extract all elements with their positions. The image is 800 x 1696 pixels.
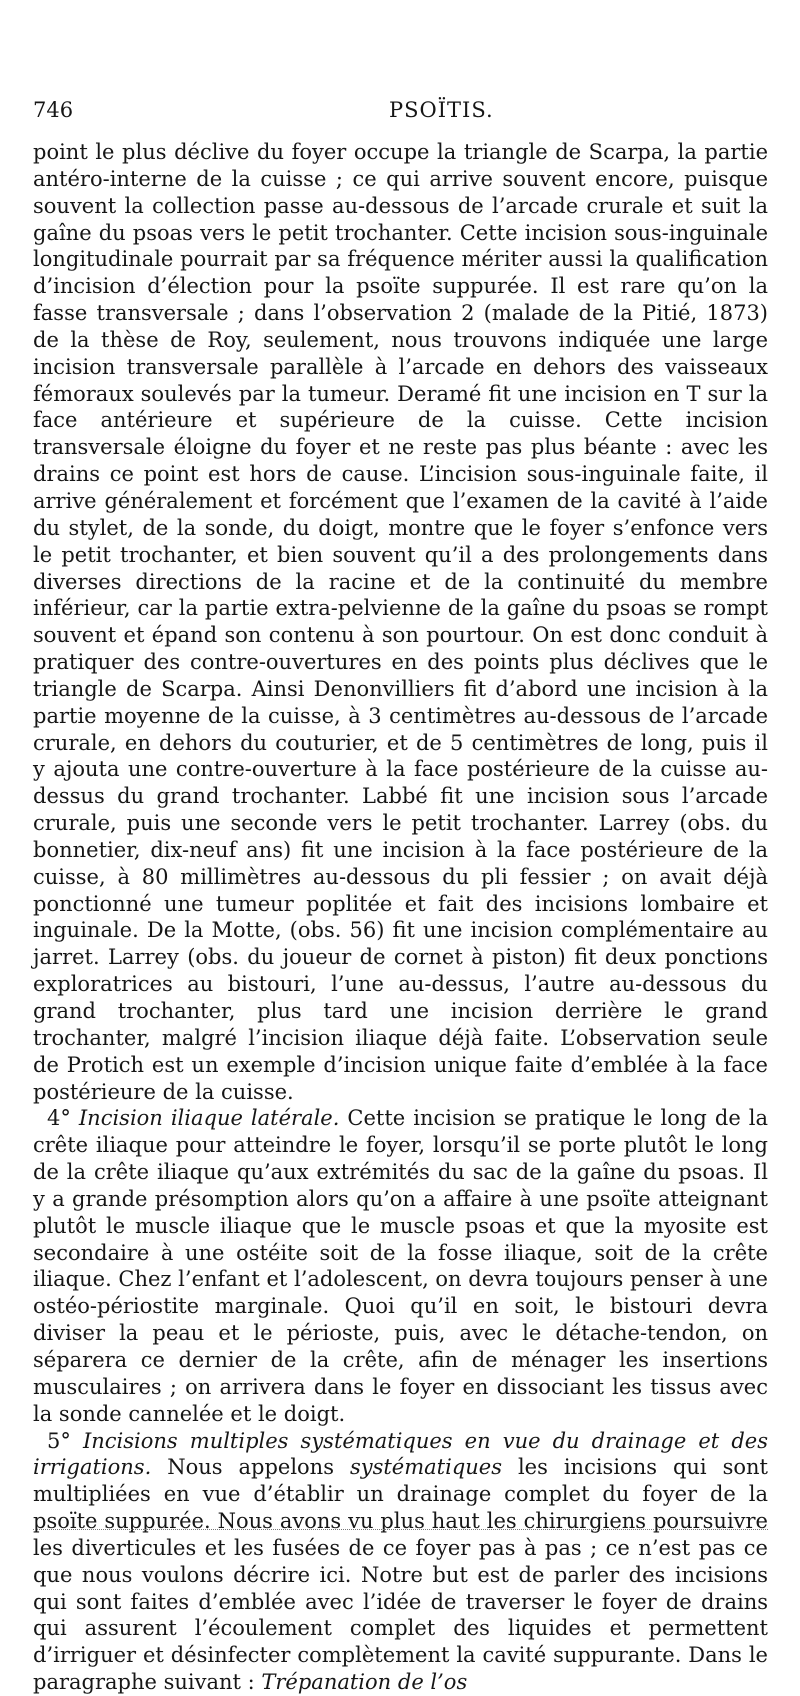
paragraph-2 (33, 1105, 768, 1427)
body-text (33, 139, 768, 1696)
section-number-5: 5° (47, 1428, 83, 1453)
paragraph-2-text: Cette incision se pratique le long de la crête iliaque pour atteindre le foyer, lorsqu’il se porte plutôt le long de la crête iliaque qu’aux extrémités du sac de la gaîne du psoas. Il y a grande présomption alors qu’on a affaire à une psoïte atteignant plutôt le muscle iliaque que le muscle psoas et que la myosite est secondaire à une ostéite soit de la fosse iliaque, soit de la crête iliaque. Chez l’enfant et l’adolescent, on devra toujours penser à une ostéo-périostite marginale. Quoi qu’il en soit, le bistouri devra diviser la peau et le périoste, puis, avec le détache-tendon, on séparera ce dernier de la crête, afin de ménager les insertions musculaires ; on arrivera dans le foyer en dissociant les tissus avec la sonde cannelée et le doigt. (33, 1106, 768, 1426)
italic-term-systematiques: systématiques (349, 1455, 502, 1480)
running-title: PSOÏTIS. (389, 98, 494, 122)
footer-dotted-line (33, 1529, 768, 1531)
italic-term-trepanation: Trépanation de l’os (261, 1670, 468, 1695)
page-header (33, 98, 773, 128)
paragraph-3-text-b: les incisions qui sont multipliées en vue d’établir un drainage complet du foyer de la psoïte suppurée. Nous avons vu plus haut les chirurgiens poursuivre les diverticules et les fusées de ce foyer pas à pas ; ce n’est pas ce que nous voulons décrire ici. Notre but est de parler des incisions qui sont faites d’emblée avec l’idée de traverser le foyer de drains qui assurent l’écoulement complet des liquides et permettent d’irriguer et désinfecter complètement la cavité suppurante. Dans le paragraphe suivant : (33, 1455, 768, 1695)
page-number: 746 (33, 98, 74, 122)
section-number-4: 4° (47, 1106, 79, 1131)
paragraph-3-text-a: Nous appelons (151, 1455, 350, 1480)
paragraph-1: point le plus déclive du foyer occupe la triangle de Scarpa, la partie antéro-interne de la cuisse ; ce qui arrive souvent encore, puisque souvent la collection passe au-dessous de l’arcade crurale et suit la gaîne du psoas vers le petit trochanter. Cette incision sous-inguinale longitudinale pourrait par sa fréquence mériter aussi la qualification d’incision d’élection pour la psoïte suppurée. Il est rare qu’on la fasse transversale ; dans l’observation 2 (malade de la Pitié, 1873) de la thèse de Roy, seulement, nous trouvons indiquée une large incision transversale parallèle à l’arcade en dehors des vaisseaux fémoraux soulevés par la tumeur. Deramé fit une incision en T sur la face antérieure et supérieure de la cuisse. Cette incision transversale éloigne du foyer et ne reste pas plus béante : avec les drains ce point est hors de cause. L’incision sous-inguinale faite, il arrive généralement et forcément que l’examen de la cavité à l’aide du stylet, de la sonde, du doigt, montre que le foyer s’enfonce vers le petit trochanter, et bien souvent qu’il a des prolongements dans diverses directions de la racine et de la continuité du membre inférieur, car la partie extra-pelvienne de la gaîne du psoas se rompt souvent et épand son contenu à son pourtour. On est donc conduit à pratiquer des contre-ouvertures en des points plus déclives que le triangle de Scarpa. Ainsi Denonvilliers fit d’abord une incision à la partie moyenne de la cuisse, à 3 centimètres au-dessous de l’arcade crurale, en dehors du couturier, et de 5 centimètres de long, puis il y ajouta une contre-ouverture à la face postérieure de la cuisse au-dessus du grand trochanter. Labbé fit une incision sous l’arcade crurale, puis une seconde vers le petit trochanter. Larrey (obs. du bonnetier, dix-neuf ans) fit une incision à la face postérieure de la cuisse, à 80 millimètres au-dessous du pli fessier ; on avait déjà ponctionné une tumeur poplitée et fait des incisions lombaire et inguinale. De la Motte, (obs. 56) fit une incision complémentaire au jarret. Larrey (obs. du joueur de cornet à piston) fit deux ponctions exploratrices au bistouri, l’une au-dessus, l’autre au-dessous du grand trochanter, plus tard une incision derrière le grand trochanter, malgré l’incision iliaque déjà faite. L’observation seule de Protich est un exemple d’incision unique faite d’emblée à la face postérieure de la cuisse. (33, 140, 768, 1104)
paragraph-3 (33, 1428, 768, 1696)
section-heading-iliac-incision: Incision iliaque latérale. (78, 1106, 340, 1131)
section-heading-multiple-incisions: Incisions multiples systématiques en vue du drainage et des irrigations. (33, 1428, 768, 1480)
